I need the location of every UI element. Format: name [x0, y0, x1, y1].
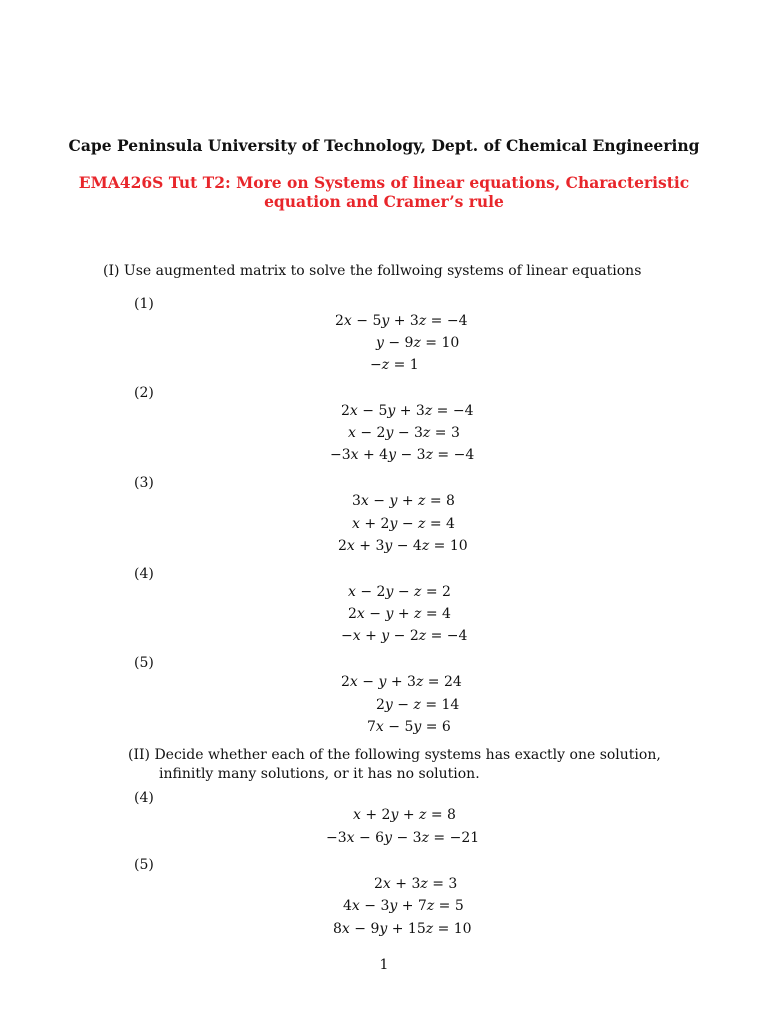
equation: 2x − 5y + 3z = −4 — [341, 403, 474, 419]
problem-label: (4) — [134, 790, 154, 806]
equation: −z = 1 — [370, 357, 419, 373]
problem-label: (2) — [134, 385, 154, 401]
problem-label: (4) — [134, 566, 154, 582]
part-1-instruction — [103, 262, 641, 281]
tutorial-title — [0, 173, 768, 211]
problem-label: (3) — [134, 475, 154, 491]
part-1-number: (I) — [103, 263, 120, 279]
part-2-instruction — [128, 746, 661, 784]
equation: 3x − y + z = 8 — [352, 493, 455, 509]
equation: 4x − 3y + 7z = 5 — [343, 898, 464, 914]
equation: −x + y − 2z = −4 — [341, 628, 468, 644]
equation: 2y − z = 14 — [376, 697, 460, 713]
problem-label: (5) — [134, 655, 154, 671]
part-2-number: (II) — [128, 747, 150, 763]
equation: 2x + 3y − 4z = 10 — [338, 538, 468, 554]
equation: y − 9z = 10 — [376, 335, 460, 351]
institution-header: Cape Peninsula University of Technology, Dept. of Chemical Engineering — [68, 136, 700, 155]
equation: x − 2y − 3z = 3 — [348, 425, 460, 441]
part-1-text: Use augmented matrix to solve the follwoing systems of linear equations — [123, 263, 642, 279]
equation: x + 2y − z = 4 — [352, 516, 455, 532]
tutorial-title-line-1: EMA426S Tut T2: More on Systems of linear equations, Characteristic — [78, 173, 690, 192]
equation: −3x − 6y − 3z = −21 — [326, 830, 480, 846]
part-2-text-line-2: infinitly many solutions, or it has no solution. — [159, 766, 480, 782]
equation: 8x − 9y + 15z = 10 — [333, 921, 472, 937]
tutorial-title-line-2: equation and Cramer’s rule — [264, 192, 504, 211]
page-number: 1 — [379, 957, 389, 973]
equation: 2x + 3z = 3 — [374, 876, 458, 892]
problem-label: (1) — [134, 296, 154, 312]
equation: 2x − 5y + 3z = −4 — [335, 313, 468, 329]
equation: −3x + 4y − 3z = −4 — [330, 447, 475, 463]
equation: 2x − y + z = 4 — [348, 606, 451, 622]
equation: 2x − y + 3z = 24 — [341, 674, 462, 690]
problem-label: (5) — [134, 857, 154, 873]
part-2-text-line-1: Decide whether each of the following systems has exactly one solution, — [154, 747, 661, 763]
equation: x − 2y − z = 2 — [348, 584, 451, 600]
equation: 7x − 5y = 6 — [367, 719, 451, 735]
equation: x + 2y + z = 8 — [353, 807, 456, 823]
